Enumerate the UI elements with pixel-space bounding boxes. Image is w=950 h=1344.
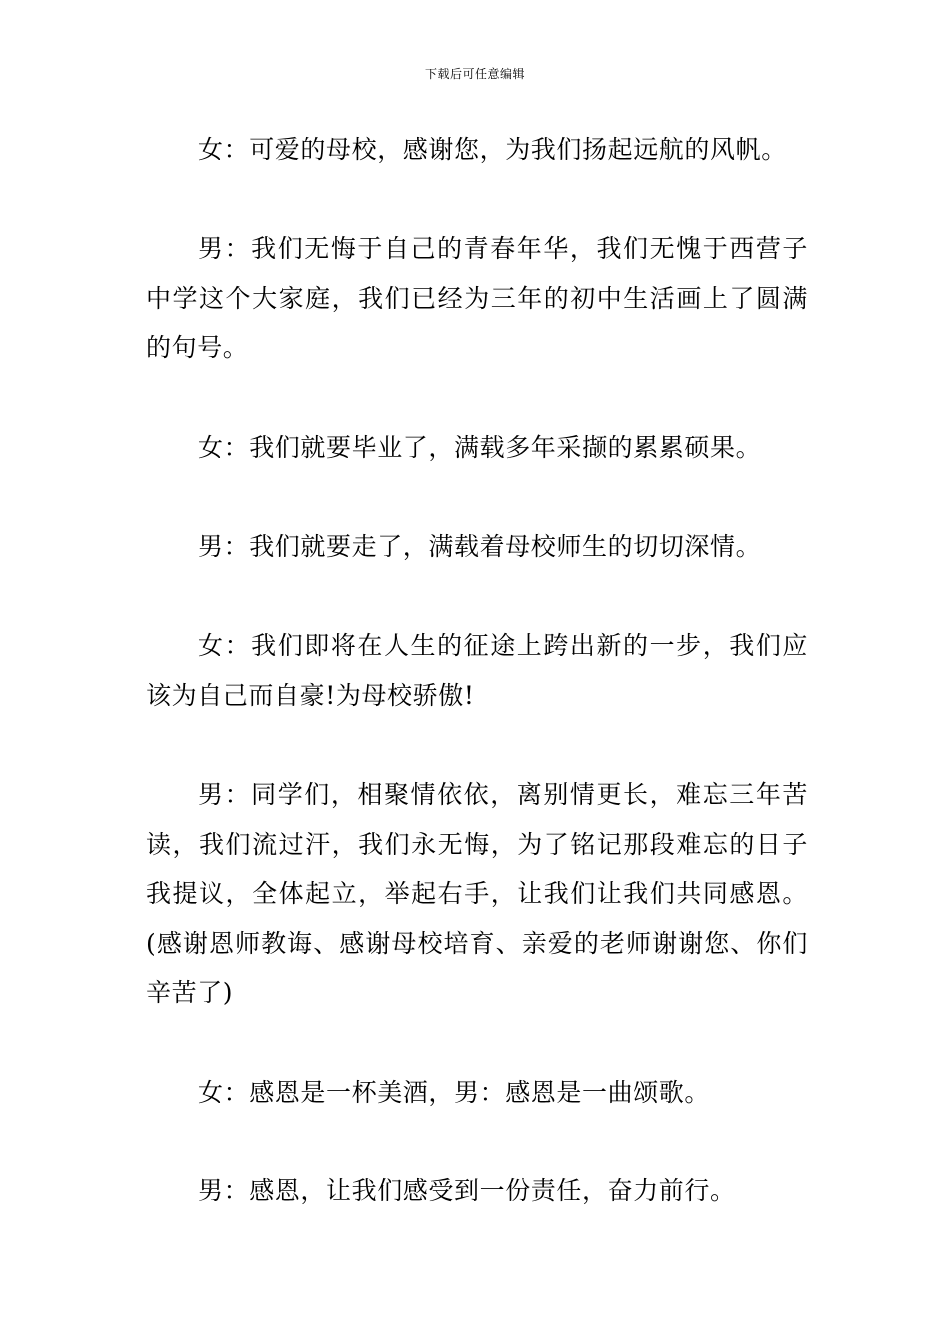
paragraph: 女：感恩是一杯美酒，男：感恩是一曲颂歌。 bbox=[198, 1078, 711, 1107]
paragraph: 男：我们无悔于自己的青春年华，我们无愧于西营子中学这个大家庭，我们已经为三年的初中生活画上了圆满的句号。 bbox=[146, 234, 808, 362]
paragraph: 女：我们就要毕业了，满载多年采撷的累累硕果。 bbox=[198, 433, 762, 462]
paragraph: 男：我们就要走了，满载着母校师生的切切深情。 bbox=[198, 532, 762, 561]
paragraph: 男：同学们，相聚情依依，离别情更长，难忘三年苦读，我们流过汗，我们永无悔，为了铭记那段难忘的日子我提议，全体起立，举起右手，让我们让我们共同感恩。(感谢恩师教诲、感谢母校培育、亲爱的老师谢谢您、你们辛苦了) bbox=[146, 780, 808, 1007]
paragraph: 女：可爱的母校，感谢您，为我们扬起远航的风帆。 bbox=[198, 135, 787, 164]
paragraph: 女：我们即将在人生的征途上跨出新的一步，我们应该为自己而自豪!为母校骄傲! bbox=[146, 631, 808, 710]
paragraph: 男：感恩，让我们感受到一份责任，奋力前行。 bbox=[198, 1176, 736, 1205]
page-header: 下载后可任意编辑 bbox=[424, 67, 525, 81]
